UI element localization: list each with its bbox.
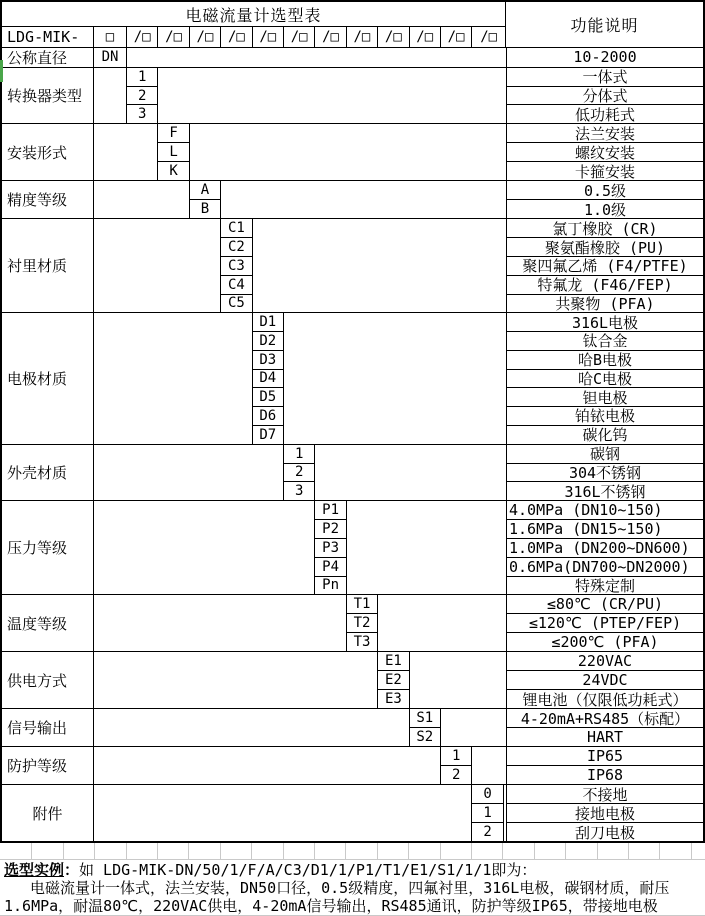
desc-value: 分体式 xyxy=(507,87,703,106)
desc-value: 0.6MPa(DN700~DN2000) xyxy=(507,558,703,577)
spec-section xyxy=(2,180,703,218)
code-cell: E1 xyxy=(378,652,408,671)
spec-section xyxy=(2,500,703,594)
code-box: /□ xyxy=(315,27,346,47)
description-column xyxy=(506,48,703,67)
grid-tick xyxy=(659,843,660,859)
code-cell: S1 xyxy=(410,709,440,728)
code-cell: 1 xyxy=(441,747,471,766)
edge-artifact xyxy=(0,60,3,82)
grid-tick xyxy=(440,843,441,859)
desc-value: 螺纹安装 xyxy=(507,143,703,162)
code-box: /□ xyxy=(347,27,378,47)
code-cell: D1 xyxy=(253,313,283,332)
blank-spacer xyxy=(94,501,315,594)
table-header xyxy=(2,2,703,47)
code-cell: D3 xyxy=(253,351,283,370)
section-label: 压力等级 xyxy=(2,501,94,594)
desc-value: 316L电极 xyxy=(507,313,703,332)
blank-spacer xyxy=(284,313,506,443)
code-cell: T3 xyxy=(353,634,371,651)
code-cell: P3 xyxy=(315,539,345,558)
code-cell: F xyxy=(158,124,188,143)
desc-value: 1.0MPa (DN200~DN600) xyxy=(507,539,703,558)
code-column xyxy=(127,68,158,124)
section-label: 转换器类型 xyxy=(2,68,94,124)
grid-tick xyxy=(314,843,315,859)
desc-value: IP68 xyxy=(586,766,624,785)
blank-spacer xyxy=(253,219,506,312)
code-column xyxy=(441,747,472,784)
code-cell: P1 xyxy=(315,501,345,520)
code-cell: Pn xyxy=(322,577,340,594)
grid-tick xyxy=(408,843,409,859)
code-cell: D2 xyxy=(253,332,283,351)
description-column xyxy=(506,445,703,501)
spec-section xyxy=(2,123,703,180)
desc-value: 法兰安装 xyxy=(507,124,703,143)
blank-spacer xyxy=(221,181,506,218)
code-box: /□ xyxy=(378,27,409,47)
desc-value: 碳化钨 xyxy=(582,426,628,444)
code-cell: L xyxy=(158,143,188,162)
spec-section xyxy=(2,651,703,708)
section-label: 附件 xyxy=(2,785,94,841)
sections xyxy=(2,47,703,841)
grid-tick xyxy=(63,843,64,859)
desc-value: 钽电极 xyxy=(507,388,703,407)
desc-value: 不接地 xyxy=(507,785,703,804)
desc-value: 卡箍安装 xyxy=(574,162,635,181)
code-cell: C3 xyxy=(221,257,251,276)
code-column xyxy=(472,785,503,841)
blank-spacer xyxy=(94,652,378,708)
code-cell: 2 xyxy=(127,87,157,106)
grid-tick xyxy=(94,843,95,859)
grid-tick xyxy=(565,843,566,859)
code-box: /□ xyxy=(221,27,252,47)
desc-value: 特殊定制 xyxy=(574,576,635,595)
desc-value: 24VDC xyxy=(507,671,703,690)
code-box: /□ xyxy=(253,27,284,47)
section-label: 电极材质 xyxy=(2,313,94,443)
code-cell: B xyxy=(200,201,210,218)
grid-tick xyxy=(502,843,503,859)
code-box: /□ xyxy=(127,27,158,47)
spec-section xyxy=(2,67,703,124)
code-cell: 2 xyxy=(284,464,314,483)
description-column xyxy=(506,219,703,312)
code-cell: K xyxy=(169,163,178,180)
section-label: 信号输出 xyxy=(2,709,94,746)
description-column xyxy=(506,313,703,443)
grid-tick xyxy=(157,843,158,859)
blank-spacer xyxy=(347,501,506,594)
description-column xyxy=(506,709,703,746)
blank-spacer xyxy=(127,48,506,67)
desc-value: ≤200℃ (PFA) xyxy=(551,633,659,652)
section-label: 安装形式 xyxy=(2,124,94,180)
code-cell: D6 xyxy=(253,407,283,426)
code-cell: 2 xyxy=(451,767,461,784)
desc-value: 0.5级 xyxy=(507,181,703,200)
blank-spacer xyxy=(315,445,506,501)
code-cell: C4 xyxy=(221,276,251,295)
desc-value: 哈B电极 xyxy=(507,351,703,370)
blank-spacer xyxy=(472,747,506,784)
spec-section xyxy=(2,218,703,312)
grid-tick xyxy=(377,843,378,859)
description-column xyxy=(506,595,703,651)
code-cell: P4 xyxy=(315,558,345,577)
desc-value: 10-2000 xyxy=(573,48,637,67)
code-column xyxy=(284,445,315,501)
code-cell: E3 xyxy=(384,691,402,707)
code-cell: 3 xyxy=(294,483,304,500)
example-colon: ： xyxy=(64,861,80,880)
code-cell: C2 xyxy=(221,238,251,257)
description-column xyxy=(506,747,703,784)
desc-value: 刮刀电极 xyxy=(574,823,635,842)
description-column xyxy=(506,785,703,841)
section-label: 供电方式 xyxy=(2,652,94,708)
code-column xyxy=(378,652,409,708)
desc-value: 氯丁橡胶 (CR) xyxy=(507,219,703,238)
spec-section xyxy=(2,312,703,443)
example-line-1 xyxy=(4,861,703,879)
blank-spacer xyxy=(94,709,410,746)
grid-tick xyxy=(471,843,472,859)
section-label: 外壳材质 xyxy=(2,445,94,501)
code-cell: E2 xyxy=(378,671,408,690)
blank-spacer xyxy=(190,124,506,180)
blank-spacer xyxy=(158,68,506,124)
title-area xyxy=(2,2,506,47)
code-cell: S2 xyxy=(416,729,434,746)
model-code-row xyxy=(2,27,505,47)
desc-value: ≤80℃ (CR/PU) xyxy=(507,595,703,614)
code-cell: 1 xyxy=(284,445,314,464)
code-box-first: □ xyxy=(94,27,127,47)
description-column xyxy=(506,124,703,180)
spec-section xyxy=(2,746,703,784)
code-cell: D7 xyxy=(259,426,277,443)
desc-value: IP65 xyxy=(507,747,703,766)
grid-strip xyxy=(0,843,705,860)
section-label: 公称直径 xyxy=(2,48,94,67)
function-header: 功能说明 xyxy=(570,16,639,35)
blank-spacer xyxy=(94,181,190,218)
blank-spacer xyxy=(94,313,253,443)
spec-section xyxy=(2,594,703,651)
grid-tick xyxy=(188,843,189,859)
code-column xyxy=(347,595,378,651)
grid-tick xyxy=(283,843,284,859)
description-column xyxy=(506,652,703,708)
blank-spacer xyxy=(378,595,506,651)
example-block xyxy=(0,860,705,915)
section-label: 精度等级 xyxy=(2,181,94,218)
desc-value: 低功耗式 xyxy=(574,105,635,124)
desc-value: 特氟龙 (F46/FEP) xyxy=(507,276,703,295)
desc-value: HART xyxy=(586,728,624,747)
code-cell: C1 xyxy=(221,219,251,238)
blank-spacer xyxy=(94,445,284,501)
desc-value: 共聚物 (PFA) xyxy=(555,294,655,313)
code-column xyxy=(410,709,441,746)
code-box: /□ xyxy=(158,27,189,47)
spec-section xyxy=(2,444,703,501)
blank-spacer xyxy=(94,124,158,180)
desc-value: 一体式 xyxy=(507,68,703,87)
example-intro: 如 LDG-MIK-DN/50/1/F/A/C3/D1/1/P1/T1/E1/S1/1/1即为： xyxy=(79,861,537,880)
spec-section xyxy=(2,47,703,67)
code-cell: A xyxy=(190,181,220,200)
section-label: 防护等级 xyxy=(2,747,94,784)
blank-spacer xyxy=(94,68,127,124)
desc-value: 316L不锈钢 xyxy=(564,482,646,501)
desc-value: 碳钢 xyxy=(507,445,703,464)
code-column xyxy=(221,219,252,312)
desc-value: 1.0级 xyxy=(583,200,627,219)
section-label: 衬里材质 xyxy=(2,219,94,312)
blank-spacer xyxy=(94,785,472,841)
code-cell: 1 xyxy=(127,68,157,87)
code-cell: 3 xyxy=(137,106,147,123)
desc-value: 304不锈钢 xyxy=(507,464,703,483)
grid-tick xyxy=(597,843,598,859)
code-cell: C5 xyxy=(227,295,245,312)
grid-tick xyxy=(31,843,32,859)
model-prefix: LDG-MIK- xyxy=(2,27,94,47)
blank-spacer xyxy=(94,219,221,312)
code-cell: 2 xyxy=(483,824,492,841)
grid-tick xyxy=(126,843,127,859)
code-cell: P2 xyxy=(315,520,345,539)
code-box: /□ xyxy=(441,27,472,47)
code-column xyxy=(315,501,346,594)
example-line-3: 1.6MPa，耐温80℃，220VAC供电，4-20mA信号输出，RS485通讯，防护等级IP65，带接地电极 xyxy=(4,897,658,916)
section-label: 温度等级 xyxy=(2,595,94,651)
desc-value: 220VAC xyxy=(507,652,703,671)
desc-value: 4-20mA+RS485（标配） xyxy=(507,709,703,728)
desc-value: 哈C电极 xyxy=(507,370,703,389)
code-box: /□ xyxy=(284,27,315,47)
code-column xyxy=(190,181,221,218)
code-cell: T2 xyxy=(347,614,377,633)
desc-value: 铂铱电极 xyxy=(507,407,703,426)
desc-value: 聚四氟乙烯 (F4/PTFE) xyxy=(507,257,703,276)
blank-spacer xyxy=(94,747,441,784)
code-box: /□ xyxy=(410,27,441,47)
code-cell: D5 xyxy=(253,388,283,407)
desc-value: 锂电池（仅限低功耗式） xyxy=(522,690,688,708)
blank-spacer xyxy=(441,709,506,746)
desc-value: 聚氨酯橡胶 (PU) xyxy=(507,238,703,257)
blank-spacer xyxy=(94,595,347,651)
grid-tick xyxy=(345,843,346,859)
code-cell: T1 xyxy=(347,595,377,614)
code-box: /□ xyxy=(190,27,221,47)
example-label: 选型实例 xyxy=(4,861,65,880)
code-cell: DN xyxy=(101,49,119,66)
code-box: /□ xyxy=(480,29,498,45)
grid-tick xyxy=(220,843,221,859)
description-column xyxy=(506,68,703,124)
table-title: 电磁流量计选型表 xyxy=(2,2,505,27)
desc-value: 钛合金 xyxy=(507,332,703,351)
desc-value: 1.6MPa (DN15~150) xyxy=(507,520,703,539)
desc-value: 接地电极 xyxy=(507,804,703,823)
code-cell: 1 xyxy=(472,804,502,823)
grid-tick xyxy=(691,843,692,859)
grid-tick xyxy=(534,843,535,859)
code-column xyxy=(253,313,284,443)
example-line-2: 电磁流量计一体式，法兰安装，DN50口径，0.5级精度，四氟衬里，316L电极，碳钢材质，耐压 xyxy=(30,879,670,898)
desc-value: 4.0MPa (DN10~150) xyxy=(507,501,703,520)
desc-value: ≤120℃ (PTEP/FEP) xyxy=(507,614,703,633)
grid-tick xyxy=(628,843,629,859)
description-column xyxy=(506,181,703,218)
code-column xyxy=(158,124,189,180)
grid-tick xyxy=(251,843,252,859)
blank-spacer xyxy=(410,652,506,708)
spec-section xyxy=(2,708,703,746)
spec-section xyxy=(2,784,703,841)
code-cell: D4 xyxy=(253,370,283,389)
code-column xyxy=(94,48,127,67)
code-cell: 0 xyxy=(472,785,502,804)
description-column xyxy=(506,501,703,594)
